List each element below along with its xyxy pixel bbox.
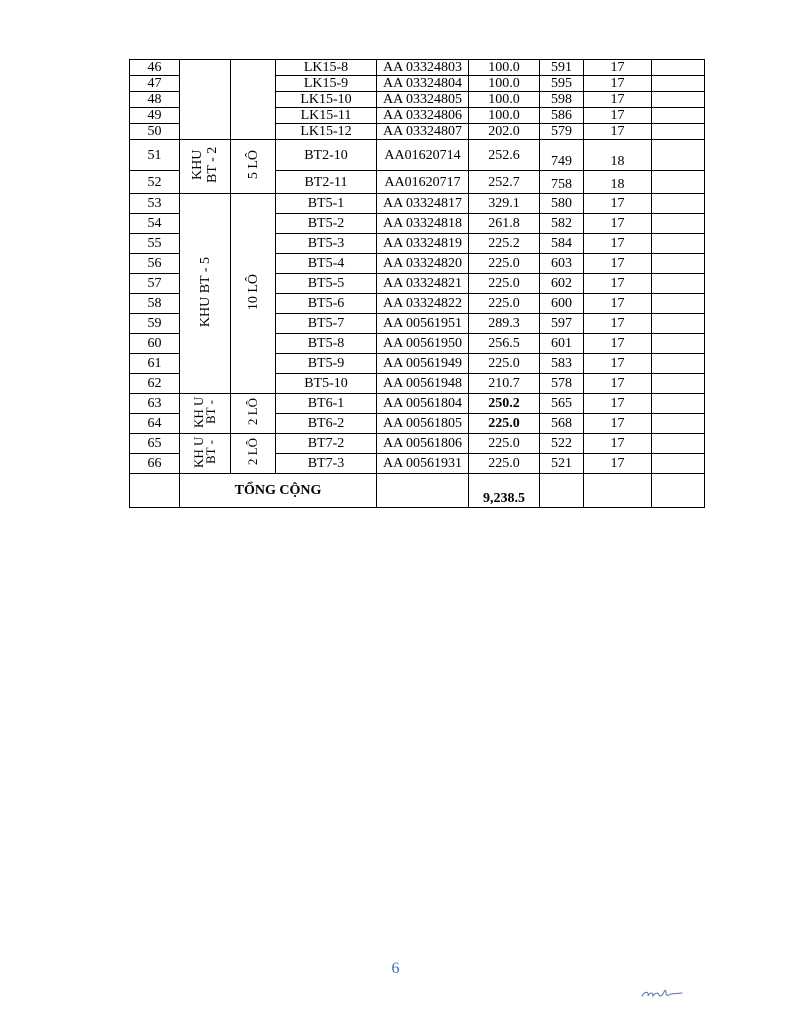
parcel-number: 582 bbox=[540, 214, 584, 234]
lot-count-cell bbox=[231, 434, 276, 474]
note-cell bbox=[652, 108, 705, 124]
certificate-number: AA 03324804 bbox=[377, 76, 469, 92]
map-sheet: 17 bbox=[584, 194, 652, 214]
note-cell bbox=[652, 214, 705, 234]
parcel-number: 579 bbox=[540, 124, 584, 140]
table-row bbox=[130, 394, 705, 414]
note-cell bbox=[652, 394, 705, 414]
certificate-number: AA 03324818 bbox=[377, 214, 469, 234]
area: 250.2 bbox=[469, 394, 540, 414]
total-blank-cell bbox=[130, 474, 180, 508]
area: 252.7 bbox=[469, 171, 540, 194]
area: 256.5 bbox=[469, 334, 540, 354]
zone-label: KHU BT - 2 bbox=[190, 146, 220, 184]
map-sheet: 17 bbox=[584, 234, 652, 254]
certificate-number: AA 03324820 bbox=[377, 254, 469, 274]
map-sheet: 17 bbox=[584, 334, 652, 354]
parcel-number: 586 bbox=[540, 108, 584, 124]
certificate-number: AA 00561950 bbox=[377, 334, 469, 354]
note-cell bbox=[652, 60, 705, 76]
lot-code: BT5-7 bbox=[276, 314, 377, 334]
area: 225.0 bbox=[469, 294, 540, 314]
total-row bbox=[130, 474, 705, 508]
map-sheet: 17 bbox=[584, 374, 652, 394]
map-sheet: 17 bbox=[584, 76, 652, 92]
lot-code: BT6-2 bbox=[276, 414, 377, 434]
lot-code: BT2-10 bbox=[276, 140, 377, 171]
parcel-number: 580 bbox=[540, 194, 584, 214]
certificate-number: AA 00561949 bbox=[377, 354, 469, 374]
total-blank-cell bbox=[540, 474, 584, 508]
map-sheet: 17 bbox=[584, 394, 652, 414]
table-row bbox=[130, 60, 705, 76]
row-number: 47 bbox=[130, 76, 180, 92]
map-sheet: 17 bbox=[584, 108, 652, 124]
lot-code: BT5-2 bbox=[276, 214, 377, 234]
note-cell bbox=[652, 171, 705, 194]
total-area: 9,238.5 bbox=[469, 474, 540, 508]
row-number: 56 bbox=[130, 254, 180, 274]
parcel-number: 591 bbox=[540, 60, 584, 76]
area: 100.0 bbox=[469, 108, 540, 124]
certificate-number: AA 00561931 bbox=[377, 454, 469, 474]
map-sheet: 17 bbox=[584, 60, 652, 76]
zone-label: KHU BT - 5 bbox=[197, 256, 213, 328]
certificate-number: AA 03324807 bbox=[377, 124, 469, 140]
note-cell bbox=[652, 334, 705, 354]
total-label: TỔNG CỘNG bbox=[180, 474, 377, 508]
parcel-number: 601 bbox=[540, 334, 584, 354]
signature-initials bbox=[640, 983, 684, 1001]
row-number: 52 bbox=[130, 171, 180, 194]
total-blank-cell bbox=[652, 474, 705, 508]
map-sheet: 17 bbox=[584, 314, 652, 334]
lot-count-cell bbox=[231, 140, 276, 194]
parcel-number: 758 bbox=[540, 171, 584, 194]
map-sheet: 17 bbox=[584, 214, 652, 234]
row-number: 61 bbox=[130, 354, 180, 374]
map-sheet: 17 bbox=[584, 434, 652, 454]
certificate-number: AA01620714 bbox=[377, 140, 469, 171]
lot-code: BT5-3 bbox=[276, 234, 377, 254]
row-number: 64 bbox=[130, 414, 180, 434]
note-cell bbox=[652, 234, 705, 254]
note-cell bbox=[652, 434, 705, 454]
row-number: 46 bbox=[130, 60, 180, 76]
parcel-number: 568 bbox=[540, 414, 584, 434]
row-number: 48 bbox=[130, 92, 180, 108]
table-row bbox=[130, 434, 705, 454]
zone-cell bbox=[180, 194, 231, 394]
map-sheet: 17 bbox=[584, 294, 652, 314]
map-sheet: 17 bbox=[584, 254, 652, 274]
zone-cell bbox=[180, 60, 231, 140]
certificate-number: AA 03324806 bbox=[377, 108, 469, 124]
certificate-number: AA 03324821 bbox=[377, 274, 469, 294]
map-sheet: 17 bbox=[584, 414, 652, 434]
parcel-number: 584 bbox=[540, 234, 584, 254]
parcel-number: 521 bbox=[540, 454, 584, 474]
map-sheet: 17 bbox=[584, 124, 652, 140]
lot-code: LK15-8 bbox=[276, 60, 377, 76]
area: 225.0 bbox=[469, 274, 540, 294]
parcel-number: 598 bbox=[540, 92, 584, 108]
note-cell bbox=[652, 254, 705, 274]
parcel-number: 749 bbox=[540, 140, 584, 171]
lot-count-cell bbox=[231, 194, 276, 394]
lot-code: LK15-9 bbox=[276, 76, 377, 92]
row-number: 57 bbox=[130, 274, 180, 294]
lot-code: BT5-5 bbox=[276, 274, 377, 294]
map-sheet: 17 bbox=[584, 354, 652, 374]
note-cell bbox=[652, 314, 705, 334]
row-number: 53 bbox=[130, 194, 180, 214]
land-parcel-table bbox=[129, 59, 705, 508]
parcel-number: 597 bbox=[540, 314, 584, 334]
note-cell bbox=[652, 374, 705, 394]
area: 225.0 bbox=[469, 254, 540, 274]
row-number: 49 bbox=[130, 108, 180, 124]
certificate-number: AA 03324805 bbox=[377, 92, 469, 108]
lot-count-label: 10 LÔ bbox=[245, 273, 261, 311]
row-number: 55 bbox=[130, 234, 180, 254]
certificate-number: AA 00561948 bbox=[377, 374, 469, 394]
zone-label: KH U BT - bbox=[191, 396, 218, 428]
note-cell bbox=[652, 194, 705, 214]
lot-count-label: 5 LÔ bbox=[245, 150, 261, 180]
area: 289.3 bbox=[469, 314, 540, 334]
area: 100.0 bbox=[469, 76, 540, 92]
parcel-number: 602 bbox=[540, 274, 584, 294]
parcel-number: 603 bbox=[540, 254, 584, 274]
parcel-number: 578 bbox=[540, 374, 584, 394]
zone-cell bbox=[180, 140, 231, 194]
lot-count-cell bbox=[231, 394, 276, 434]
note-cell bbox=[652, 76, 705, 92]
total-blank-cell bbox=[584, 474, 652, 508]
note-cell bbox=[652, 454, 705, 474]
parcel-number: 583 bbox=[540, 354, 584, 374]
certificate-number: AA 03324817 bbox=[377, 194, 469, 214]
row-number: 62 bbox=[130, 374, 180, 394]
area: 225.2 bbox=[469, 234, 540, 254]
certificate-number: AA 00561804 bbox=[377, 394, 469, 414]
note-cell bbox=[652, 294, 705, 314]
row-number: 58 bbox=[130, 294, 180, 314]
map-sheet: 18 bbox=[584, 171, 652, 194]
certificate-number: AA01620717 bbox=[377, 171, 469, 194]
note-cell bbox=[652, 124, 705, 140]
area: 225.0 bbox=[469, 354, 540, 374]
lot-count-label: 2 LÔ bbox=[245, 398, 260, 426]
zone-cell bbox=[180, 434, 231, 474]
row-number: 51 bbox=[130, 140, 180, 171]
certificate-number: AA 03324822 bbox=[377, 294, 469, 314]
area: 210.7 bbox=[469, 374, 540, 394]
area: 225.0 bbox=[469, 414, 540, 434]
certificate-number: AA 03324803 bbox=[377, 60, 469, 76]
note-cell bbox=[652, 274, 705, 294]
area: 252.6 bbox=[469, 140, 540, 171]
lot-code: BT7-3 bbox=[276, 454, 377, 474]
row-number: 60 bbox=[130, 334, 180, 354]
parcel-number: 595 bbox=[540, 76, 584, 92]
lot-code: BT5-6 bbox=[276, 294, 377, 314]
total-blank-cell bbox=[377, 474, 469, 508]
parcel-number: 565 bbox=[540, 394, 584, 414]
note-cell bbox=[652, 92, 705, 108]
lot-count-label: 2 LÔ bbox=[245, 438, 260, 466]
table-row bbox=[130, 140, 705, 171]
lot-code: BT5-8 bbox=[276, 334, 377, 354]
row-number: 66 bbox=[130, 454, 180, 474]
note-cell bbox=[652, 140, 705, 171]
area: 225.0 bbox=[469, 434, 540, 454]
parcel-number: 600 bbox=[540, 294, 584, 314]
certificate-number: AA 00561805 bbox=[377, 414, 469, 434]
lot-code: BT2-11 bbox=[276, 171, 377, 194]
row-number: 59 bbox=[130, 314, 180, 334]
map-sheet: 17 bbox=[584, 274, 652, 294]
certificate-number: AA 00561806 bbox=[377, 434, 469, 454]
area: 261.8 bbox=[469, 214, 540, 234]
lot-code: BT5-1 bbox=[276, 194, 377, 214]
note-cell bbox=[652, 414, 705, 434]
map-sheet: 17 bbox=[584, 92, 652, 108]
area: 100.0 bbox=[469, 60, 540, 76]
map-sheet: 18 bbox=[584, 140, 652, 171]
note-cell bbox=[652, 354, 705, 374]
row-number: 54 bbox=[130, 214, 180, 234]
lot-code: BT5-4 bbox=[276, 254, 377, 274]
table-row bbox=[130, 194, 705, 214]
certificate-number: AA 00561951 bbox=[377, 314, 469, 334]
zone-label: KH U BT - bbox=[191, 436, 218, 468]
zone-cell bbox=[180, 394, 231, 434]
lot-code: LK15-12 bbox=[276, 124, 377, 140]
map-sheet: 17 bbox=[584, 454, 652, 474]
lot-count-cell bbox=[231, 60, 276, 140]
lot-code: BT7-2 bbox=[276, 434, 377, 454]
lot-code: LK15-11 bbox=[276, 108, 377, 124]
row-number: 65 bbox=[130, 434, 180, 454]
lot-code: BT5-9 bbox=[276, 354, 377, 374]
lot-code: LK15-10 bbox=[276, 92, 377, 108]
lot-code: BT5-10 bbox=[276, 374, 377, 394]
lot-code: BT6-1 bbox=[276, 394, 377, 414]
page-number: 6 bbox=[391, 960, 400, 977]
area: 329.1 bbox=[469, 194, 540, 214]
row-number: 63 bbox=[130, 394, 180, 414]
certificate-number: AA 03324819 bbox=[377, 234, 469, 254]
area: 202.0 bbox=[469, 124, 540, 140]
area: 225.0 bbox=[469, 454, 540, 474]
row-number: 50 bbox=[130, 124, 180, 140]
area: 100.0 bbox=[469, 92, 540, 108]
parcel-number: 522 bbox=[540, 434, 584, 454]
